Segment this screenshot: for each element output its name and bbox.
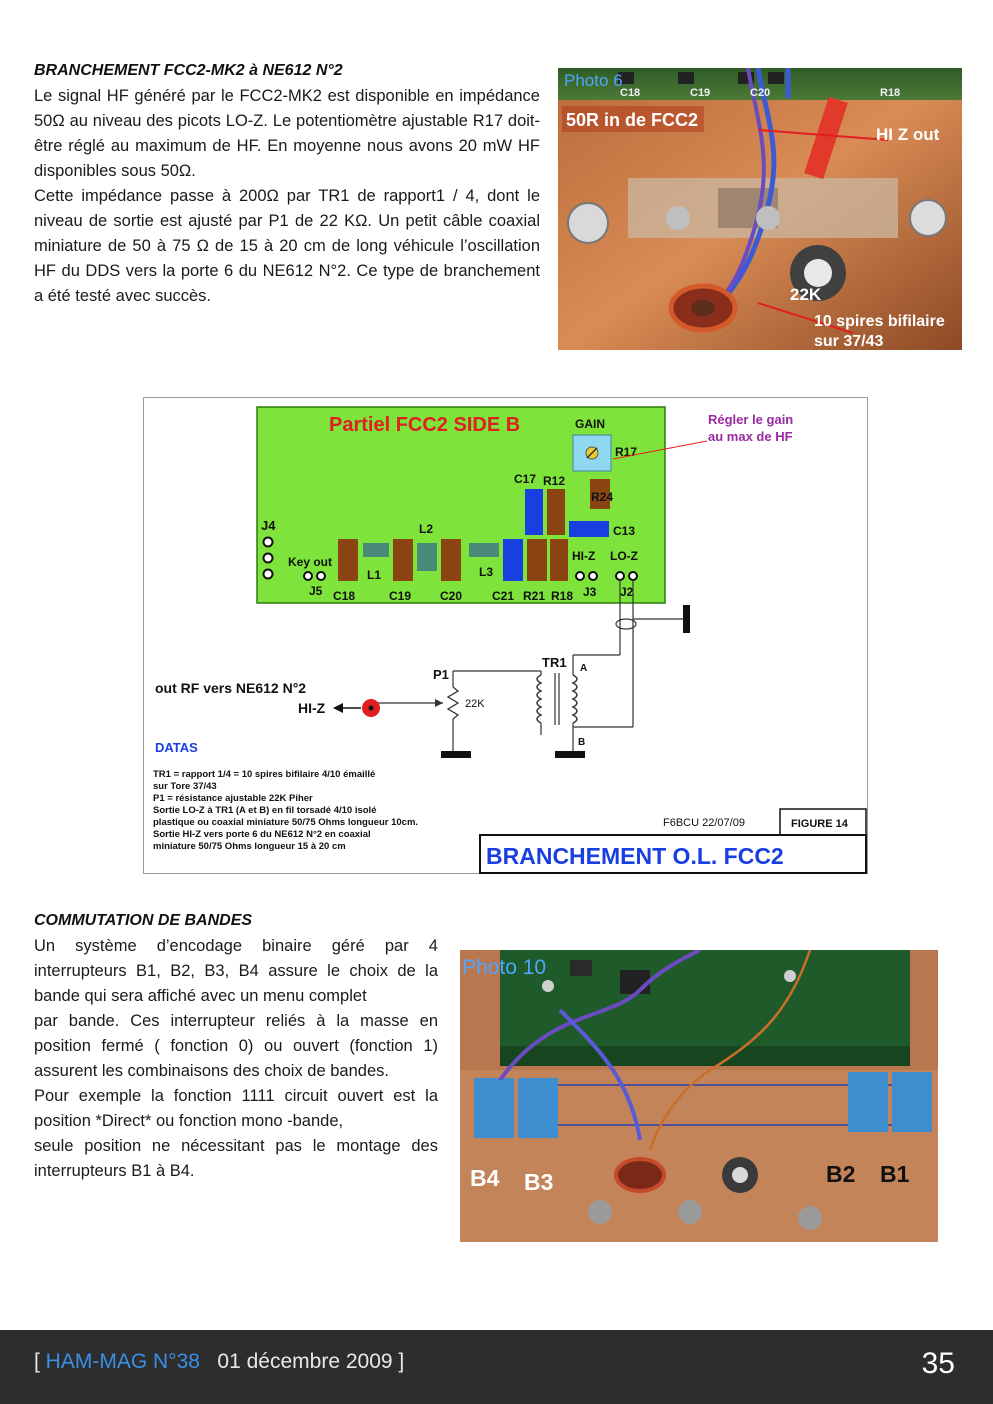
label-tr1: TR1 — [542, 655, 567, 670]
label-out-rf: out RF vers NE612 N°2 — [155, 680, 307, 696]
label-spires: 10 spires bifilaire — [814, 313, 945, 330]
label-r18: R18 — [880, 87, 901, 99]
label-j5: J5 — [309, 584, 323, 598]
board-title: Partiel FCC2 SIDE B — [329, 414, 521, 436]
section2-body — [34, 934, 438, 1184]
figure-caption: BRANCHEMENT O.L. FCC2 — [486, 843, 784, 869]
datas-line: Sortie HI-Z vers porte 6 du NE612 N°2 en coaxial — [153, 829, 371, 840]
label-p1: P1 — [433, 667, 449, 682]
label-r21: R21 — [523, 589, 546, 603]
page-number: 35 — [921, 1347, 955, 1380]
photo-tag: Photo 10 — [462, 956, 547, 979]
label-hi-z-out: HI-Z — [298, 700, 326, 716]
datas-line: miniature 50/75 Ohms longueur 15 à 20 cm — [153, 841, 346, 852]
label-r24: R24 — [591, 490, 614, 504]
label-c13: C13 — [613, 524, 636, 538]
label-key-out: Key out — [288, 555, 333, 569]
label-lo-z: LO-Z — [610, 549, 638, 563]
label-c21: C21 — [492, 589, 515, 603]
label-j2: J2 — [620, 585, 634, 599]
label-22k: 22K — [790, 285, 822, 304]
magazine-reference — [34, 1350, 404, 1374]
label-j4: J4 — [261, 518, 276, 533]
paragraph: Le signal HF généré par le FCC2-MK2 est disponible en impédance 50Ω au niveau des picots LO-Z. Le potentiomètre ajustable R17 doit- être réglé au maximum de HF. En moyenne nous avons 20 mW HF disponibles sous 50Ω. — [34, 87, 540, 180]
photo-6 — [558, 68, 962, 350]
datas-line: Sortie LO-Z à TR1 (A et B) en fil torsadé 4/10 isolé — [153, 805, 377, 816]
label-b3: B3 — [524, 1169, 554, 1195]
label-c18: C18 — [620, 87, 641, 99]
paragraph: seule position ne nécessitant pas le montage des interrupteurs B1 à B4. — [34, 1137, 438, 1180]
figure-credit: F6BCU 22/07/09 — [663, 817, 745, 829]
magazine-name: HAM-MAG N°38 — [45, 1350, 200, 1373]
label-c19: C19 — [690, 87, 711, 99]
label-b1: B1 — [880, 1161, 910, 1187]
label-r18: R18 — [551, 589, 574, 603]
label-tore: sur 37/43 — [814, 333, 884, 350]
paragraph: Un système d’encodage binaire géré par 4 interrupteurs B1, B2, B3, B4 assure le choix de la bande qui sera affiché avec un menu complet — [34, 937, 438, 1005]
paragraph: Pour exemple la fonction 1111 circuit ouvert est la position *Direct* ou fonction mono -bande, — [34, 1087, 438, 1130]
datas-line: plastique ou coaxial miniature 50/75 Ohms longueur 10cm. — [153, 817, 419, 828]
label-r17: R17 — [615, 445, 638, 459]
photo-tag: Photo 6 — [564, 71, 623, 90]
section-heading-commutation: COMMUTATION DE BANDES — [34, 912, 253, 929]
issue-date: 01 décembre 2009 ] — [199, 1350, 405, 1373]
label-c20: C20 — [440, 589, 463, 603]
paragraph: Cette impédance passe à 200Ω par TR1 de rapport1 / 4, dont le niveau de sortie est ajusté par P1 de 22 KΩ. Un petit câble coaxial miniature de 50 à 75 Ω de 15 à 20 cm de long véhicule l’oscillation HF du DDS vers la porte 6 du NE612 N°2. Ce type de branchement a été testé avec succès. — [34, 187, 540, 305]
datas-line: P1 = résistance ajustable 22K Piher — [153, 793, 313, 804]
figure-number: FIGURE 14 — [791, 818, 848, 830]
label-50r: 50R in de FCC2 — [566, 110, 699, 130]
datas-title: DATAS — [155, 740, 198, 755]
datas-line: TR1 = rapport 1/4 = 10 spires bifilaire 4/10 émaillé — [153, 769, 376, 780]
label-gain: GAIN — [575, 417, 605, 431]
label-l2: L2 — [419, 522, 434, 536]
label-c20: C20 — [750, 87, 771, 99]
section1-body — [34, 84, 540, 309]
label-r12: R12 — [543, 474, 566, 488]
label-b2: B2 — [826, 1161, 856, 1187]
label-l1: L1 — [367, 568, 382, 582]
label-c19: C19 — [389, 589, 412, 603]
label-b: B — [578, 737, 586, 748]
gain-note-2: au max de HF — [708, 429, 793, 444]
datas-line: sur Tore 37/43 — [153, 781, 217, 792]
label-j3: J3 — [583, 585, 597, 599]
label-a: A — [580, 663, 588, 674]
figure-14 — [143, 397, 868, 874]
label-hi-z: HI-Z — [572, 549, 596, 563]
label-c18: C18 — [333, 589, 356, 603]
label-hiz-out: HI Z out — [876, 125, 940, 144]
bracket-open: [ — [34, 1350, 46, 1373]
label-b4: B4 — [470, 1165, 500, 1191]
label-c17: C17 — [514, 472, 537, 486]
label-22k: 22K — [465, 698, 485, 710]
gain-note-1: Régler le gain — [708, 412, 794, 427]
paragraph: par bande. Ces interrupteur reliés à la masse en position fermé ( fonction 0) ou ouvert (fonction 1) assurent les combinaisons des choix de bandes. — [34, 1012, 438, 1080]
photo-10 — [460, 950, 938, 1242]
page-footer — [0, 1330, 993, 1404]
label-l3: L3 — [479, 565, 494, 579]
section-heading-branchement: BRANCHEMENT FCC2-MK2 à NE612 N°2 — [34, 62, 343, 79]
